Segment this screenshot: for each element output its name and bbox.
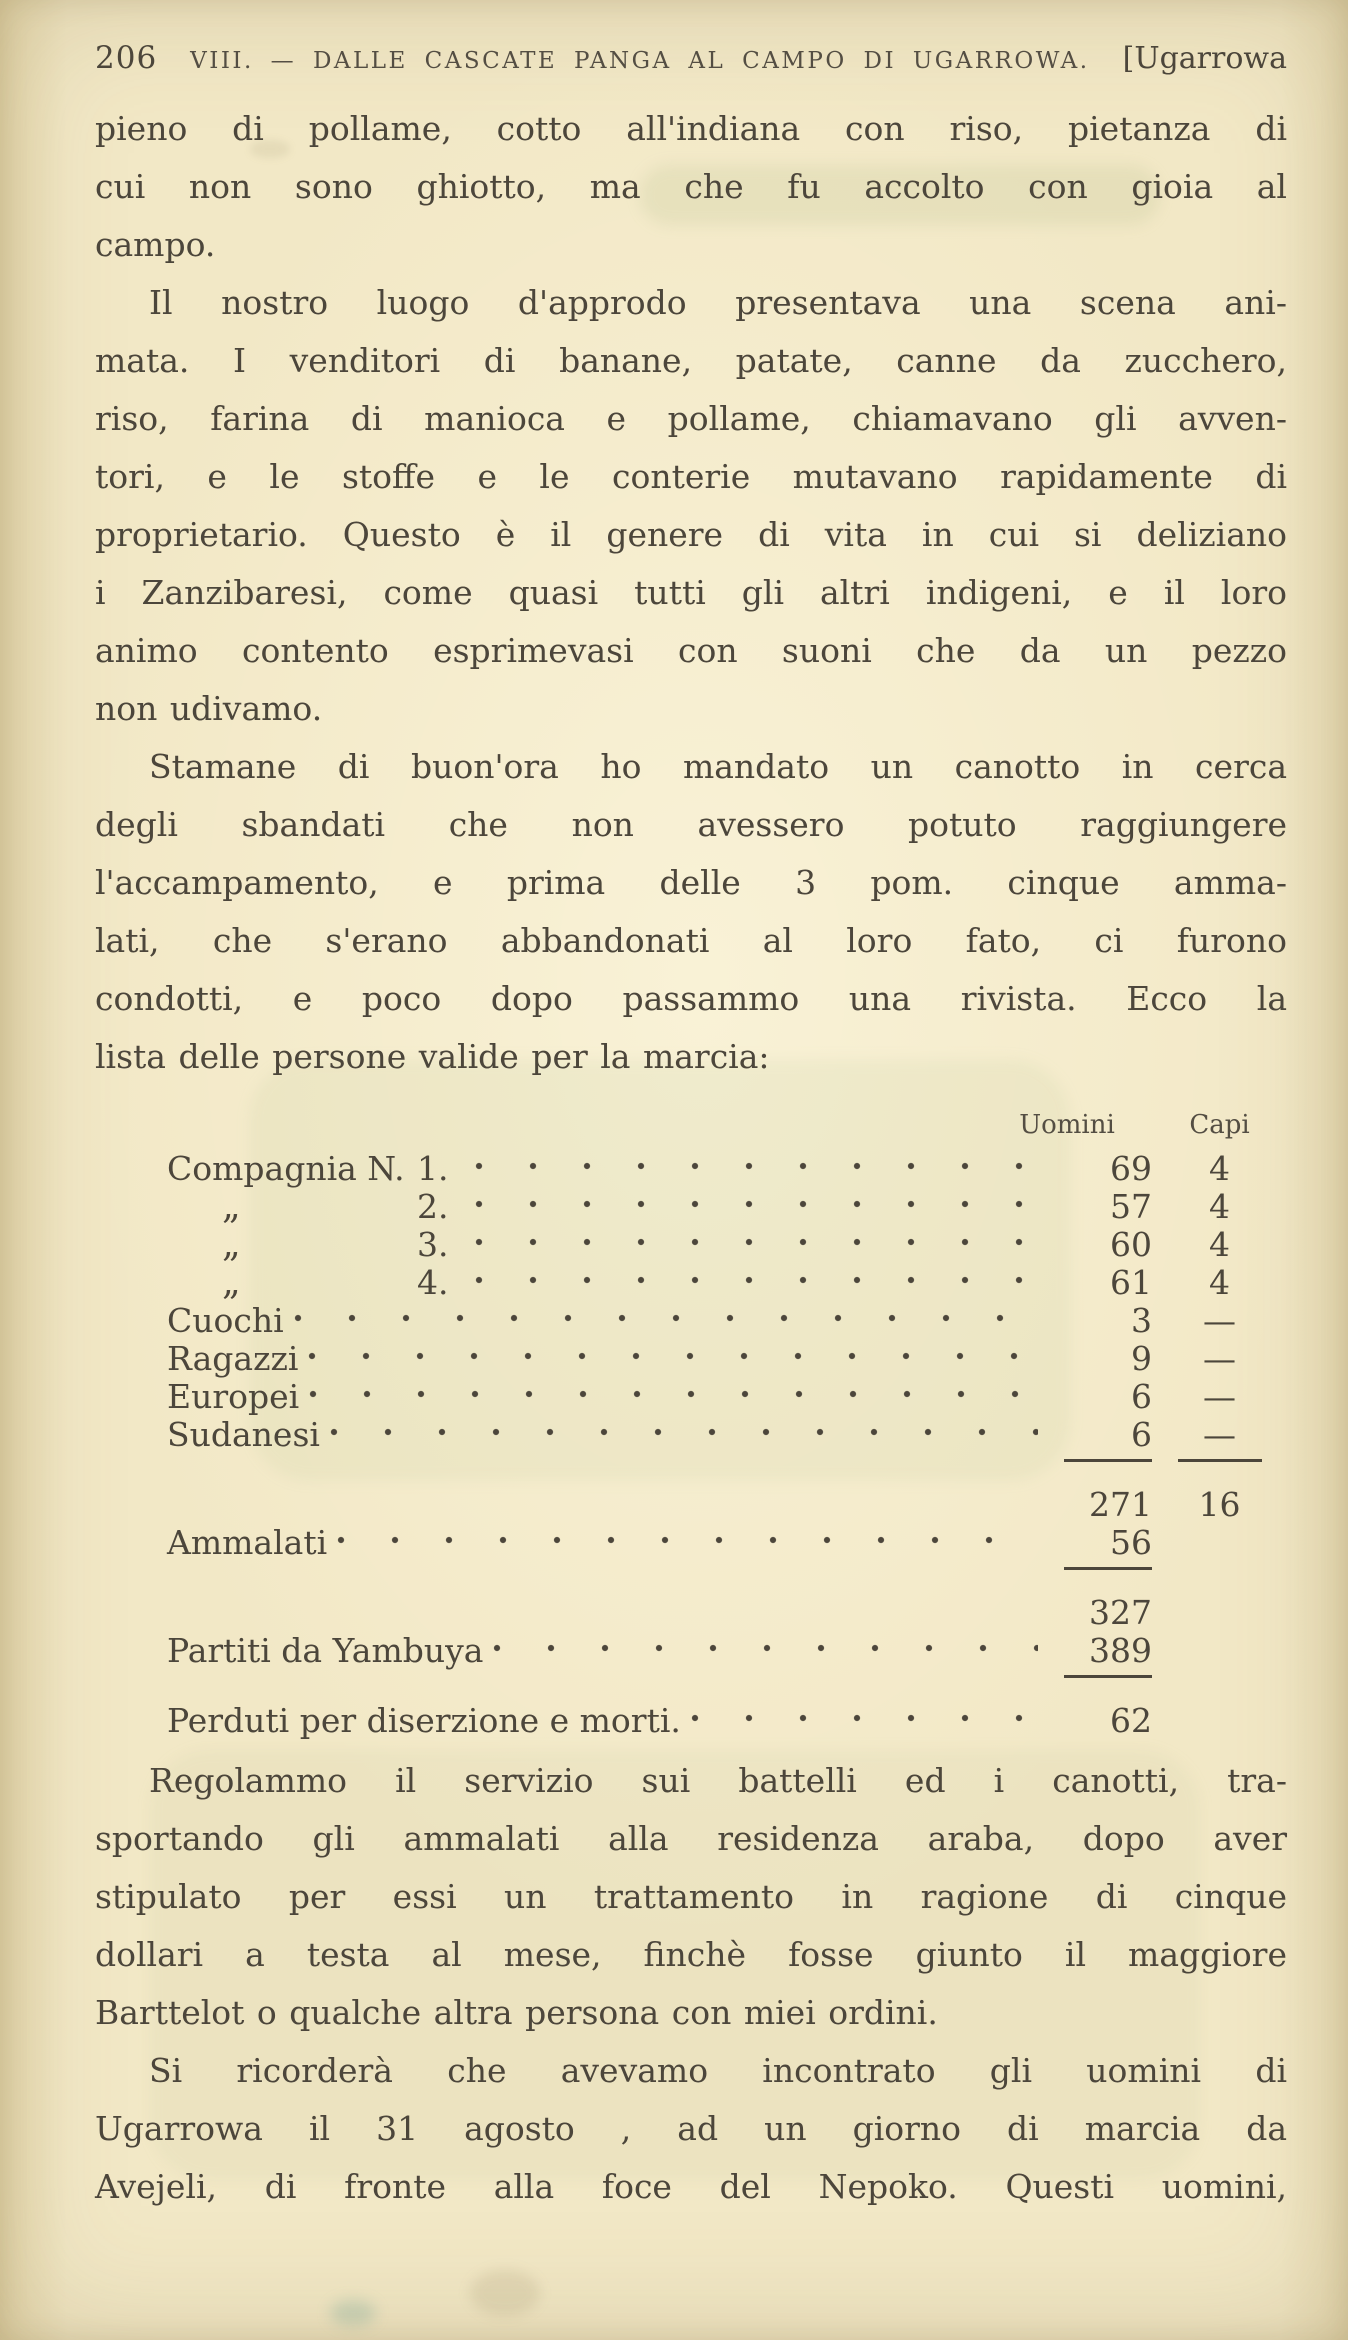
row-label: Cuochi xyxy=(167,1301,284,1340)
ditto-mark: „ xyxy=(222,1186,241,1227)
ink-bleedthrough xyxy=(330,2300,376,2326)
column-header-uomini: Uomini xyxy=(1019,1110,1115,1140)
subtotal-value: 327 xyxy=(1089,1593,1152,1632)
row-label: Perduti per diserzione e morti. xyxy=(167,1701,681,1740)
capi-value: 4 xyxy=(1209,1263,1230,1302)
dot-leader xyxy=(475,1200,1038,1209)
sum-rule xyxy=(1064,1567,1152,1570)
uomini-value: 6 xyxy=(1131,1377,1152,1416)
text-line: Ugarrowa il 31 agosto , ad un giorno di marcia da xyxy=(95,2109,1287,2148)
row-label: Ammalati xyxy=(167,1523,328,1562)
uomini-value: 9 xyxy=(1131,1339,1152,1378)
text-line: animo contento esprimevasi con suoni che da un pezzo xyxy=(95,631,1287,670)
dot-leader xyxy=(294,1314,1038,1323)
paragraph xyxy=(95,1752,1287,2042)
totals-row xyxy=(167,1476,1287,1524)
page-number: 206 xyxy=(95,40,158,76)
row-label: Europei xyxy=(167,1377,300,1416)
table-row xyxy=(167,1406,1287,1454)
paragraph xyxy=(95,274,1287,738)
dot-leader xyxy=(337,1536,1038,1545)
text-line: l'accampamento, e prima delle 3 pom. cinque amma- xyxy=(95,863,1287,902)
header-continuation-label: [Ugarrowa xyxy=(1122,41,1287,76)
running-header xyxy=(95,40,1287,76)
dot-leader xyxy=(475,1162,1038,1171)
paragraph xyxy=(95,100,1287,274)
uomini-value: 61 xyxy=(1110,1263,1152,1302)
ditto-mark: „ xyxy=(222,1262,241,1303)
dot-leader xyxy=(691,1714,1038,1723)
sum-rule xyxy=(1178,1459,1262,1462)
uomini-value: 6 xyxy=(1131,1415,1152,1454)
column-header-capi: Capi xyxy=(1189,1110,1250,1140)
text-line: non udivamo. xyxy=(95,689,323,728)
row-number: 3. xyxy=(417,1225,449,1264)
sum-rule xyxy=(1064,1459,1152,1462)
capi-value: — xyxy=(1203,1301,1236,1340)
uomini-value: 60 xyxy=(1110,1225,1152,1264)
capi-value: 4 xyxy=(1209,1225,1230,1264)
paragraph xyxy=(95,2042,1287,2216)
text-line: sportando gli ammalati alla residenza araba, dopo aver xyxy=(95,1819,1287,1858)
text-line: campo. xyxy=(95,225,216,264)
table-row xyxy=(167,1330,1287,1378)
sum-rule xyxy=(1064,1675,1152,1678)
table-header-row xyxy=(167,1096,1287,1140)
text-line: lista delle persone valide per la marcia: xyxy=(95,1037,770,1076)
uomini-value: 3 xyxy=(1131,1301,1152,1340)
text-line: proprietario. Questo è il genere di vita in cui si deliziano xyxy=(95,515,1287,554)
row-number: 2. xyxy=(417,1187,449,1226)
text-line: pieno di pollame, cotto all'indiana con riso, pietanza di xyxy=(95,109,1287,148)
capi-value: 4 xyxy=(1209,1187,1230,1226)
uomini-value: 57 xyxy=(1110,1187,1152,1226)
text-line: Regolammo il servizio sui battelli ed i canotti, tra- xyxy=(149,1761,1287,1800)
capi-value: — xyxy=(1203,1339,1236,1378)
table-row xyxy=(167,1254,1287,1303)
paper-stain xyxy=(470,2270,540,2316)
text-line: stipulato per essi un trattamento in ragione di cinque xyxy=(95,1877,1287,1916)
uomini-total: 271 xyxy=(1089,1485,1152,1524)
table-row xyxy=(167,1692,1287,1740)
uomini-value: 56 xyxy=(1110,1523,1152,1562)
ditto-mark: „ xyxy=(222,1224,241,1265)
row-number: 4. xyxy=(417,1263,449,1302)
row-label: Partiti da Yambuya xyxy=(167,1631,484,1670)
table-row xyxy=(167,1216,1287,1265)
row-label: Ragazzi xyxy=(167,1339,299,1378)
table-row xyxy=(167,1178,1287,1227)
row-label: Sudanesi xyxy=(167,1415,320,1454)
capi-value: — xyxy=(1203,1415,1236,1454)
text-line: cui non sono ghiotto, ma che fu accolto con gioia al xyxy=(95,167,1287,206)
dot-leader xyxy=(309,1390,1038,1399)
partiti-value: 389 xyxy=(1089,1631,1152,1670)
text-line: i Zanzibaresi, come quasi tutti gli altri indigeni, e il loro xyxy=(95,573,1287,612)
dot-leader xyxy=(475,1238,1038,1247)
text-line: condotti, e poco dopo passammo una rivista. Ecco la xyxy=(95,979,1287,1018)
capi-value: — xyxy=(1203,1377,1236,1416)
text-line: tori, e le stoffe e le conterie mutavano rapidamente di xyxy=(95,457,1287,496)
row-number: 1. xyxy=(417,1149,449,1188)
text-line: degli sbandati che non avessero potuto raggiungere xyxy=(95,805,1287,844)
dot-leader xyxy=(493,1644,1038,1653)
paragraph xyxy=(95,738,1287,1086)
table-row xyxy=(167,1140,1287,1188)
text-line: dollari a testa al mese, finchè fosse giunto il maggiore xyxy=(95,1935,1287,1974)
perduti-value: 62 xyxy=(1110,1701,1152,1740)
text-line: riso, farina di manioca e pollame, chiamavano gli avven- xyxy=(95,399,1287,438)
capi-value: 4 xyxy=(1209,1149,1230,1188)
text-line: Si ricorderà che avevamo incontrato gli uomini di xyxy=(149,2051,1287,2090)
text-line: Stamane di buon'ora ho mandato un canotto in cerca xyxy=(149,747,1287,786)
text-line: lati, che s'erano abbandonati al loro fato, ci furono xyxy=(95,921,1287,960)
dot-leader xyxy=(308,1352,1038,1361)
row-label: Compagnia N. xyxy=(167,1149,405,1188)
text-line: mata. I venditori di banane, patate, canne da zucchero, xyxy=(95,341,1287,380)
text-line: Il nostro luogo d'approdo presentava una scena ani- xyxy=(149,283,1287,322)
uomini-value: 69 xyxy=(1110,1149,1152,1188)
page-body xyxy=(95,100,1287,2216)
subtotal-row xyxy=(167,1584,1287,1632)
dot-leader xyxy=(330,1428,1038,1437)
table-row xyxy=(167,1514,1287,1562)
text-line: Barttelot o qualche altra persona con miei ordini. xyxy=(95,1993,938,2032)
muster-table xyxy=(167,1096,1287,1740)
text-line: Avejeli, di fronte alla foce del Nepoko. Questi uomini, xyxy=(95,2167,1287,2206)
chapter-running-title: VIII. — DALLE CASCATE PANGA AL CAMPO DI UGARROWA. xyxy=(190,48,1090,74)
dot-leader xyxy=(475,1276,1038,1285)
table-row xyxy=(167,1368,1287,1416)
table-row xyxy=(167,1622,1287,1670)
capi-total: 16 xyxy=(1198,1485,1241,1524)
